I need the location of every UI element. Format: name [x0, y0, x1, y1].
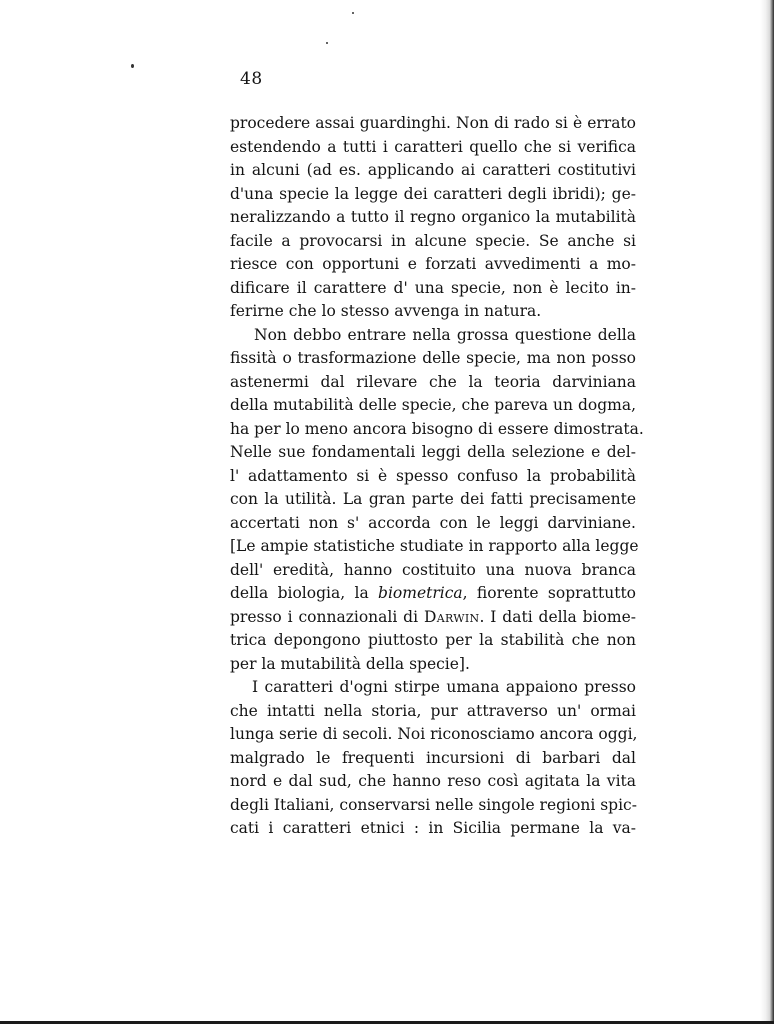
text-segment: , fiorente soprattutto [462, 584, 636, 602]
text-line: Nelle sue fondamentali leggi della selezione e del- [230, 443, 636, 461]
text-line: ferirne che lo stesso avvenga in natura. [230, 302, 542, 320]
text-line: fissità o trasformazione delle specie, ma non posso [230, 349, 636, 367]
text-line: malgrado le frequenti incursioni di barbari dal [230, 748, 636, 767]
text-segment: presso i connazionali di [230, 607, 424, 626]
text-line: per la mutabilità della specie]. [230, 654, 470, 673]
text-segment: della biologia, la [230, 584, 379, 602]
body-text [230, 112, 644, 841]
text-line: in alcuni (ad es. applicando ai caratteri costitutivi [230, 161, 636, 179]
text-line: nord e dal sud, che hanno reso così agitata la vita [230, 772, 636, 790]
text-line: l' adattamento si è spesso confuso la probabilità [230, 466, 636, 485]
text-line: astenermi dal rilevare che la teoria darviniana [230, 372, 636, 391]
text-line: con la utilità. La gran parte dei fatti precisamente [230, 490, 636, 508]
text-line: [Le ampie statistiche studiate in rapporto alla legge [230, 537, 639, 555]
text-line: riesce con opportuni e forzati avvedimenti a mo- [230, 255, 636, 273]
text-line-with-smallcaps [230, 606, 636, 630]
smallcaps-name: Darwin [423, 607, 480, 626]
scan-speck [352, 12, 354, 14]
page-number: 48 [240, 69, 263, 89]
text-line: lunga serie di secoli. Noi riconosciamo ancora oggi, [230, 725, 638, 743]
text-line: accertati non s' accorda con le leggi darviniane. [230, 513, 636, 532]
text-line: Non debbo entrare nella grossa questione della [254, 325, 636, 344]
binding-edge [760, 0, 774, 1024]
text-line: neralizzando a tutto il regno organico la mutabilità [230, 208, 636, 226]
text-line: I caratteri d'ogni stirpe umana appaiono presso [252, 678, 636, 696]
text-line: ha per lo meno ancora bisogno di essere dimostrata. [230, 419, 644, 438]
text-line: trica depongono piuttosto per la stabilità che non [230, 631, 636, 649]
text-line-with-italic [230, 582, 636, 606]
italic-term: biometrica [378, 584, 463, 602]
text-line: dell' eredità, hanno costituito una nuova branca [230, 560, 636, 579]
text-line: che intatti nella storia, pur attraverso un' ormai [230, 701, 636, 720]
text-line: cati i caratteri etnici : in Sicilia permane la va- [230, 819, 636, 837]
text-line: d'una specie la legge dei caratteri degli ibridi); ge- [230, 184, 636, 203]
text-line: estendendo a tutti i caratteri quello che si verifica [230, 137, 636, 156]
text-line: della mutabilità delle specie, che pareva un dogma, [230, 396, 636, 414]
text-line: degli Italiani, conservarsi nelle singole regioni spic- [230, 795, 637, 814]
text-line: procedere assai guardinghi. Non di rado si è errato [230, 114, 636, 132]
text-segment: . I dati della biome- [479, 607, 636, 626]
scan-speck [131, 64, 134, 68]
scan-speck [326, 42, 328, 44]
text-line: dificare il carattere d' una specie, non è lecito in- [230, 278, 636, 297]
text-line: facile a provocarsi in alcune specie. Se anche si [230, 231, 636, 250]
